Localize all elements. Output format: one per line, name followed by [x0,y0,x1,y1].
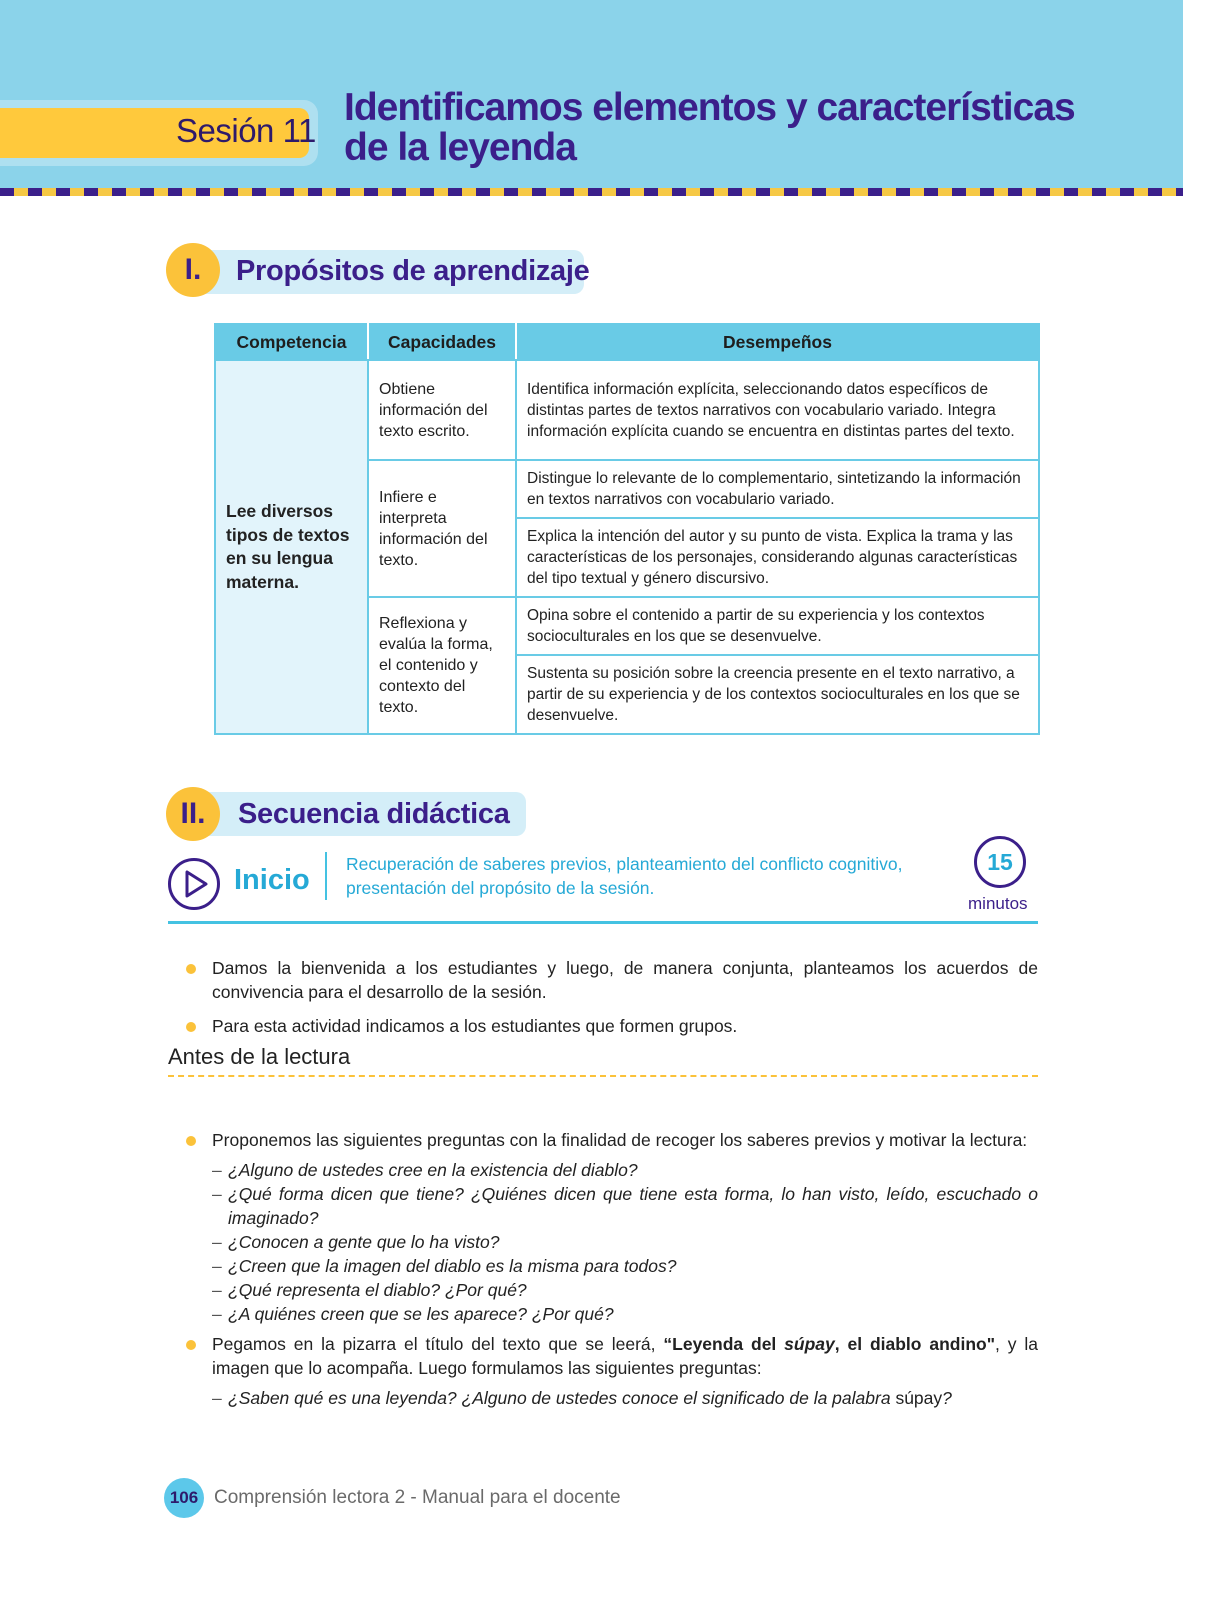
question-text: ¿Qué forma dicen que tiene? ¿Quiénes dicen que tiene esta forma, lo han visto, leído, escuchado o imaginado? [228,1184,1038,1228]
desempeno-cell: Distingue lo relevante de lo complementario, sintetizando la información en textos narrativos con vocabulario variado. [516,460,1039,518]
inicio-description: Recuperación de saberes previos, planteamiento del conflicto cognitivo, presentación del propósito de la sesión. [346,854,903,898]
play-icon [168,858,220,910]
question-text: ¿Saben qué es una leyenda? ¿Alguno de ustedes conoce el significado de la palabra [228,1388,891,1408]
desempeno-cell: Opina sobre el contenido a partir de su experiencia y los contextos socioculturales en los que se desenvuelve. [516,597,1039,655]
list-item [168,1014,1038,1038]
list-item-text: Pegamos en la pizarra el título del texto que se leerá, [212,1334,656,1354]
desempeno-cell: Explica la intención del autor y su punto de vista. Explica la trama y las características de los personajes, considerando algunas características del tipo textual y género discursivo. [516,518,1039,597]
question-text: ¿Qué representa el diablo? ¿Por qué? [228,1280,527,1300]
inicio-label: Inicio [234,864,310,896]
minutes-label: minutos [968,894,1028,913]
header-competencia: Competencia [215,324,368,360]
capacidad-cell: Infiere e interpreta información del texto. [368,460,516,597]
antes-bullets [168,1128,1038,1410]
question-item: – ¿A quiénes creen que se les aparece? ¿Por qué? [212,1304,614,1324]
list-item-text: Proponemos las siguientes preguntas con la finalidad de recoger los saberes previos y motivar la lectura: [212,1130,1028,1150]
list-item [168,956,1038,1004]
list-item [168,1332,1038,1380]
inicio-header [168,849,1038,920]
page-title [344,88,1104,168]
section1-number: I. [166,243,220,297]
header-dash-strip [0,188,1183,196]
bullet-dot [186,964,196,974]
competencia-cell: Lee diversos tipos de textos en su lengua materna. [215,360,368,734]
play-icon-glyph [171,861,217,907]
question-item: – ¿Qué representa el diablo? ¿Por qué? [212,1280,527,1300]
session-label: Sesión 11 [176,112,316,149]
page-title-line1: Identificamos elementos y características [344,86,1075,129]
antes-heading: Antes de la lectura [168,1044,351,1069]
question-text: ¿Conocen a gente que lo ha visto? [228,1232,500,1252]
reading-title: “Leyenda del súpay, el diablo andino" [663,1334,995,1354]
antes-dashed-line [168,1075,1038,1077]
page-number: 106 [164,1478,204,1518]
question-text: ¿Alguno de ustedes cree en la existencia del diablo? [228,1160,638,1180]
capacidad-cell: Reflexiona y evalúa la forma, el contenido y contexto del texto. [368,597,516,734]
question-item: – ¿Creen que la imagen del diablo es la misma para todos? [212,1256,677,1276]
footer-text: Comprensión lectora 2 - Manual para el docente [214,1487,621,1508]
question-item: – ¿Qué forma dicen que tiene? ¿Quiénes dicen que tiene esta forma, lo han visto, leído, escuchado o imaginado? [212,1184,1038,1228]
section2-number: II. [166,787,220,841]
capacidad-cell: Obtiene información del texto escrito. [368,360,516,460]
inicio-underline [168,921,1038,924]
bullet-dot [186,1022,196,1032]
clock-icon [974,836,1026,888]
section2-title: Secuencia didáctica [238,798,510,830]
table-header-row [215,324,1039,360]
table-row [215,360,1039,460]
purposes-table [214,323,1040,735]
header-capacidades: Capacidades [368,324,516,360]
question-text: ¿Creen que la imagen del diablo es la misma para todos? [228,1256,677,1276]
question-keyword: súpay [895,1388,943,1408]
minutes-value: 15 [987,849,1013,875]
list-item-text: Para esta actividad indicamos a los estudiantes que formen grupos. [212,1016,738,1036]
header-desempenos: Desempeños [516,324,1039,360]
question-item: – ¿Saben qué es una leyenda? ¿Alguno de ustedes conoce el significado de la palabra súpay? [212,1388,952,1408]
question-item: – ¿Alguno de ustedes cree en la existencia del diablo? [212,1160,638,1180]
desempeno-cell: Sustenta su posición sobre la creencia presente en el texto narrativo, a partir de su experiencia y de los contextos socioculturales en los que se desenvuelve. [516,655,1039,734]
page-title-line2: de la leyenda [344,126,576,169]
inicio-bullets [168,956,1038,1038]
list-item-text: Damos la bienvenida a los estudiantes y luego, de manera conjunta, planteamos los acuerdos de convivencia para el desarrollo de la sesión. [212,958,1038,1002]
section1-title: Propósitos de aprendizaje [236,255,590,287]
inicio-divider [325,852,327,900]
bullet-dot [186,1340,196,1350]
list-item-text-end: , y la imagen que lo acompaña. Luego formulamos las siguientes preguntas: [212,1334,1038,1378]
bullet-dot [186,1136,196,1146]
list-item [168,1128,1038,1152]
question-text: ¿A quiénes creen que se les aparece? ¿Por qué? [228,1304,614,1324]
desempeno-cell: Identifica información explícita, seleccionando datos específicos de distintas partes de textos narrativos con vocabulario variado. Integra información explícita cuando se encuentra en distintas partes del texto. [516,360,1039,460]
question-item: – ¿Conocen a gente que lo ha visto? [212,1232,500,1252]
